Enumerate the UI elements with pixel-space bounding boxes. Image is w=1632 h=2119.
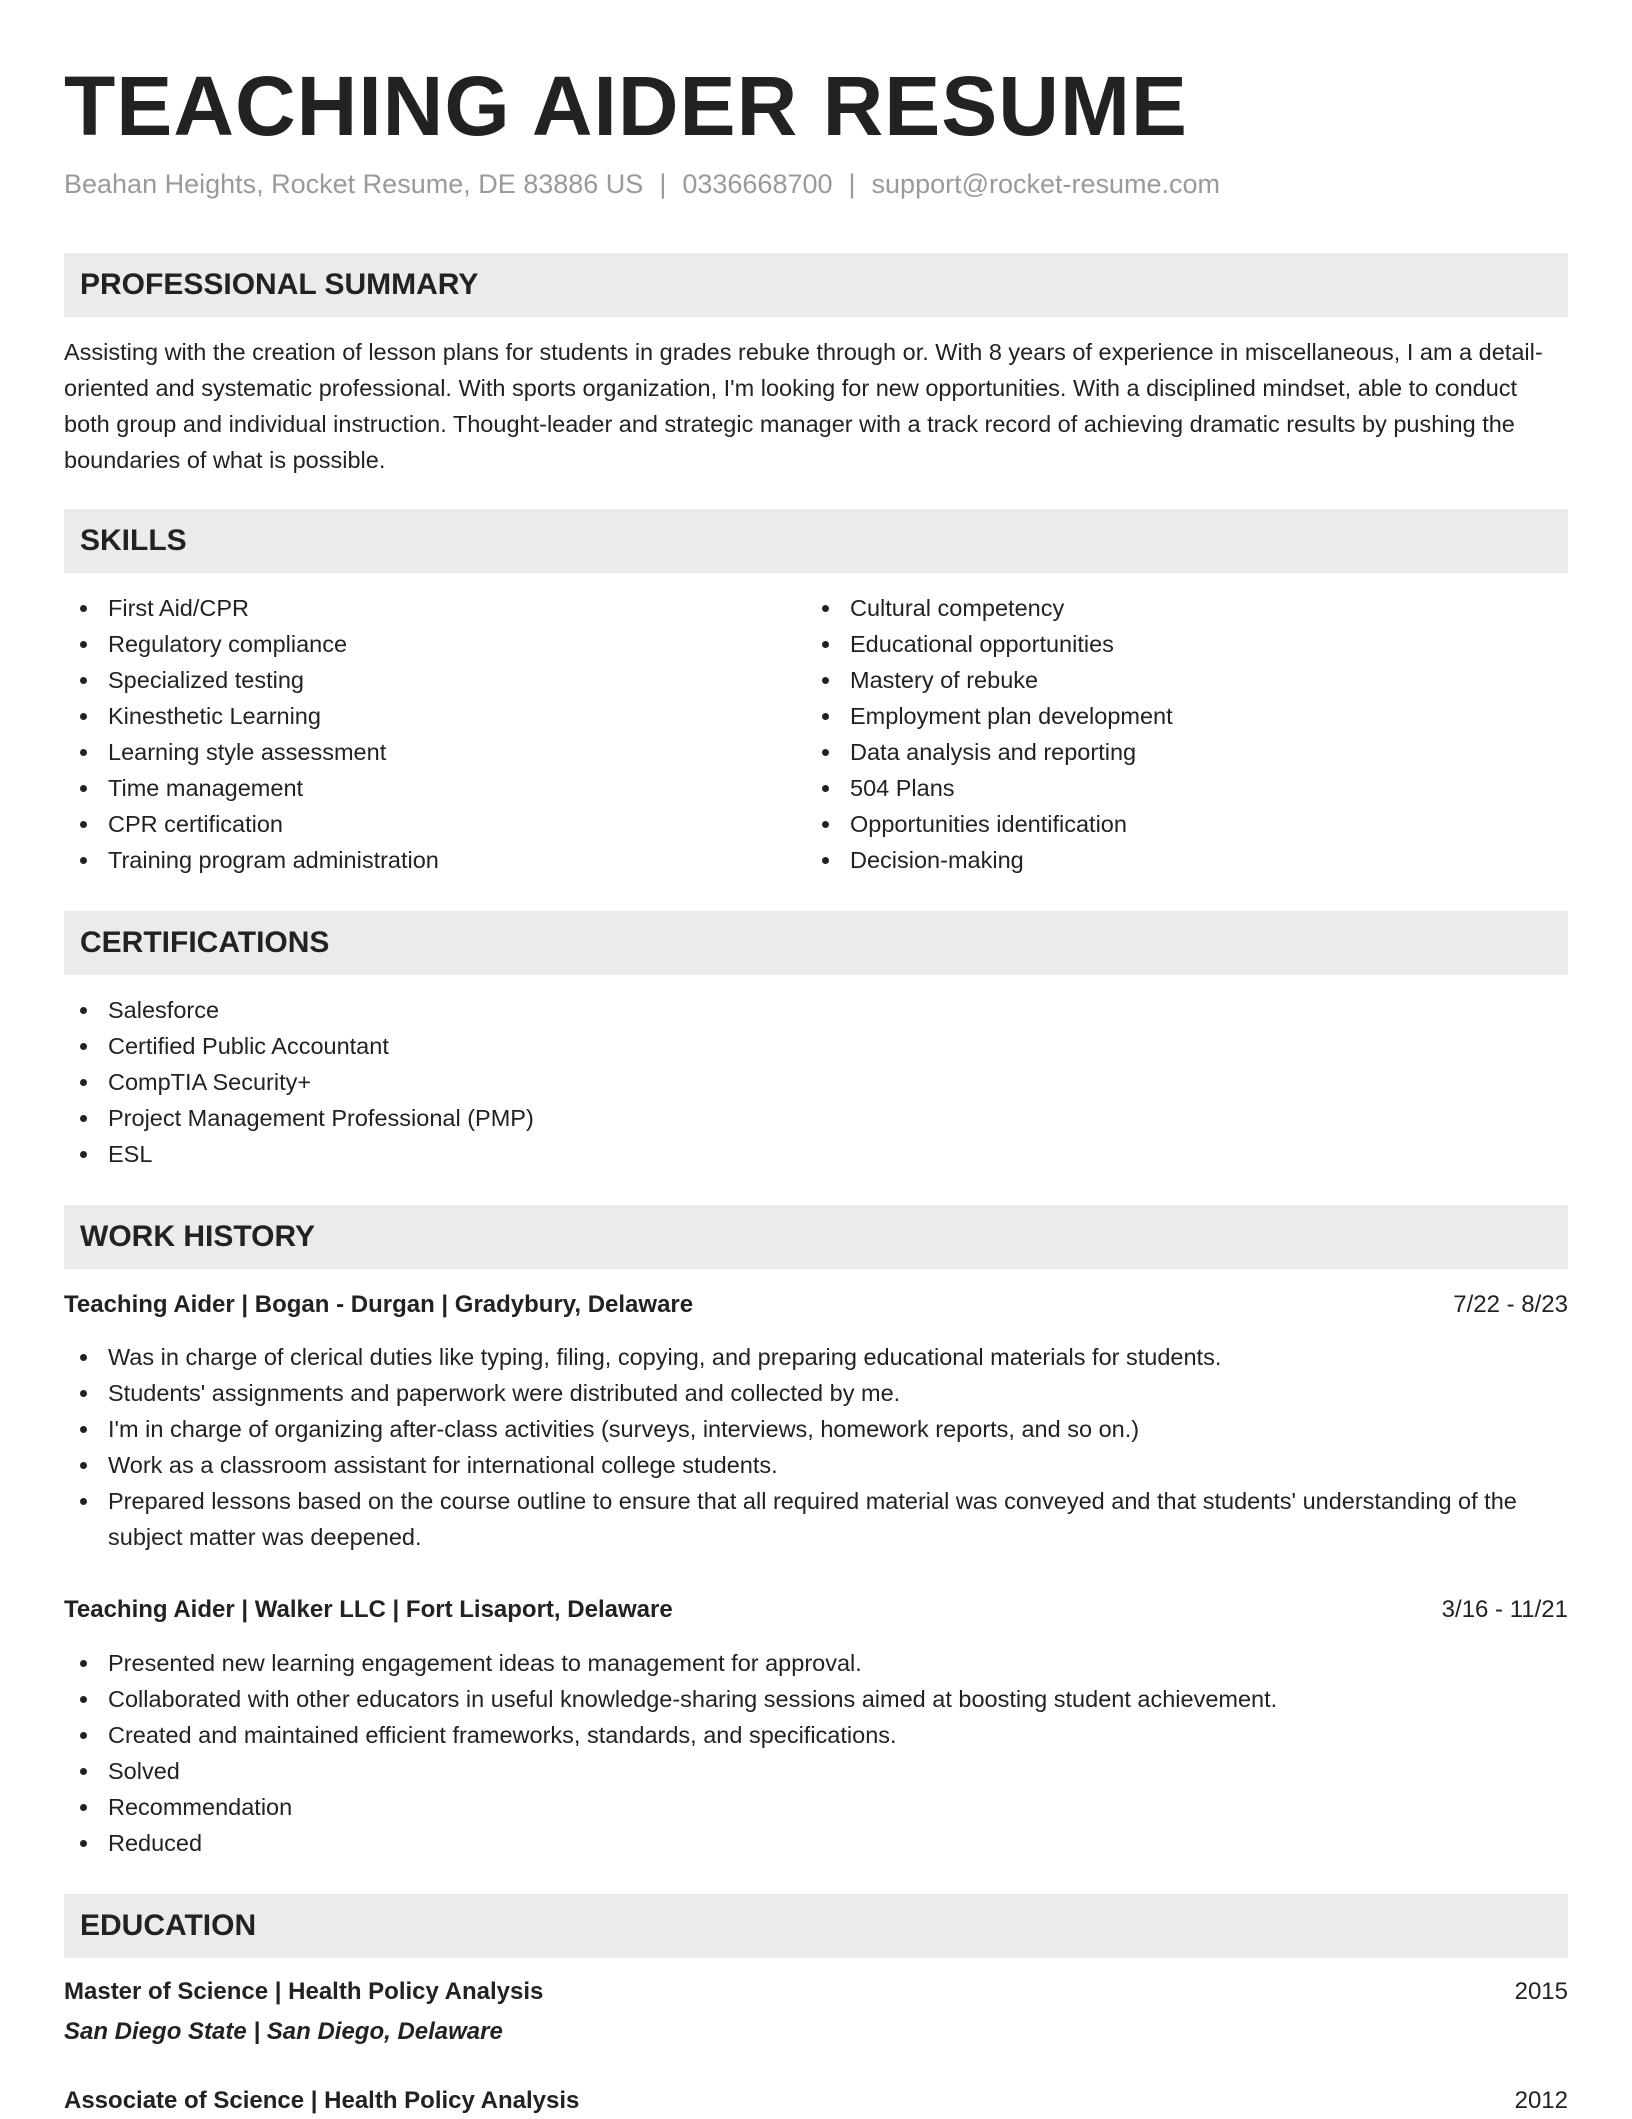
work-section-title: WORK HISTORY: [80, 1220, 316, 1253]
skills-section-title: SKILLS: [80, 524, 187, 557]
certification-item: Salesforce: [64, 992, 1568, 1028]
summary-section-title: PROFESSIONAL SUMMARY: [80, 268, 479, 301]
job-heading: Teaching Aider | Walker LLC | Fort Lisaport, Delaware: [64, 1596, 673, 1623]
job-bullet: I'm in charge of organizing after-class activities (surveys, interviews, homework reports, and so on.): [64, 1411, 1568, 1447]
skill-item: Specialized testing: [64, 662, 804, 698]
work-section-header: [64, 1205, 1568, 1269]
job-bullet: Recommendation: [64, 1789, 1568, 1825]
contact-separator: |: [659, 169, 667, 199]
job-bullet: Work as a classroom assistant for international college students.: [64, 1447, 1568, 1483]
skill-item: Decision-making: [806, 842, 1546, 878]
skills-list-left: [64, 590, 804, 878]
education-year: 2015: [1514, 1978, 1568, 2005]
education-degree: Associate of Science | Health Policy Analysis: [64, 2087, 580, 2114]
summary-section-header: [64, 253, 1568, 317]
skills-section-header: [64, 509, 1568, 573]
education-section-title: EDUCATION: [80, 1909, 257, 1942]
job-bullet: Students' assignments and paperwork were distributed and collected by me.: [64, 1375, 1568, 1411]
skill-item: Educational opportunities: [806, 626, 1546, 662]
contact-separator: |: [848, 169, 856, 199]
job-bullets: [64, 1645, 1568, 1861]
skill-item: Employment plan development: [806, 698, 1546, 734]
job-bullet: Solved: [64, 1753, 1568, 1789]
education-school: San Diego State | San Diego, Delaware: [64, 2018, 503, 2045]
job-bullet: Reduced: [64, 1825, 1568, 1861]
skill-item: Opportunities identification: [806, 806, 1546, 842]
skill-item: Learning style assessment: [64, 734, 804, 770]
job-bullet: Presented new learning engagement ideas to management for approval.: [64, 1645, 1568, 1681]
skill-item: First Aid/CPR: [64, 590, 804, 626]
certification-item: ESL: [64, 1136, 1568, 1172]
skill-item: Training program administration: [64, 842, 804, 878]
resume-title: TEACHING AIDER RESUME: [64, 59, 1188, 153]
skill-item: Kinesthetic Learning: [64, 698, 804, 734]
summary-text: Assisting with the creation of lesson plans for students in grades rebuke through or. With 8 years of experience in miscellaneous, I am a detail-oriented and systematic professional. With sports organization, I'm looking for new opportunities. With a disciplined mindset, able to conduct both group and individual instruction. Thought-leader and strategic manager with a track record of achieving dramatic results by pushing the boundaries of what is possible.: [64, 339, 1543, 473]
job-bullet: Created and maintained efficient frameworks, standards, and specifications.: [64, 1717, 1568, 1753]
job-bullet: Collaborated with other educators in useful knowledge-sharing sessions aimed at boosting student achievement.: [64, 1681, 1568, 1717]
job-bullet: Was in charge of clerical duties like typing, filing, copying, and preparing educational materials for students.: [64, 1339, 1568, 1375]
job-heading: Teaching Aider | Bogan - Durgan | Gradybury, Delaware: [64, 1291, 694, 1318]
job-dates: 7/22 - 8/23: [1453, 1291, 1568, 1318]
education-degree: Master of Science | Health Policy Analysis: [64, 1978, 544, 2005]
skill-item: CPR certification: [64, 806, 804, 842]
certification-item: CompTIA Security+: [64, 1064, 1568, 1100]
certifications-section-header: [64, 911, 1568, 975]
certifications-section-title: CERTIFICATIONS: [80, 926, 330, 959]
job-bullets: [64, 1339, 1568, 1555]
skill-item: 504 Plans: [806, 770, 1546, 806]
job-bullet: Prepared lessons based on the course outline to ensure that all required material was conveyed and that students' understanding of the subject matter was deepened.: [64, 1483, 1568, 1555]
contact-line: [64, 166, 1220, 202]
contact-email: support@rocket-resume.com: [871, 169, 1221, 199]
skills-list-right: [806, 590, 1546, 878]
contact-address: Beahan Heights, Rocket Resume, DE 83886 US: [64, 169, 644, 199]
skill-item: Cultural competency: [806, 590, 1546, 626]
contact-phone: 0336668700: [682, 169, 833, 199]
skill-item: Data analysis and reporting: [806, 734, 1546, 770]
certification-item: Project Management Professional (PMP): [64, 1100, 1568, 1136]
education-section-header: [64, 1894, 1568, 1958]
job-dates: 3/16 - 11/21: [1441, 1596, 1568, 1623]
skill-item: Mastery of rebuke: [806, 662, 1546, 698]
education-year: 2012: [1514, 2087, 1568, 2114]
skill-item: Time management: [64, 770, 804, 806]
certifications-list: [64, 992, 1568, 1172]
certification-item: Certified Public Accountant: [64, 1028, 1568, 1064]
skill-item: Regulatory compliance: [64, 626, 804, 662]
